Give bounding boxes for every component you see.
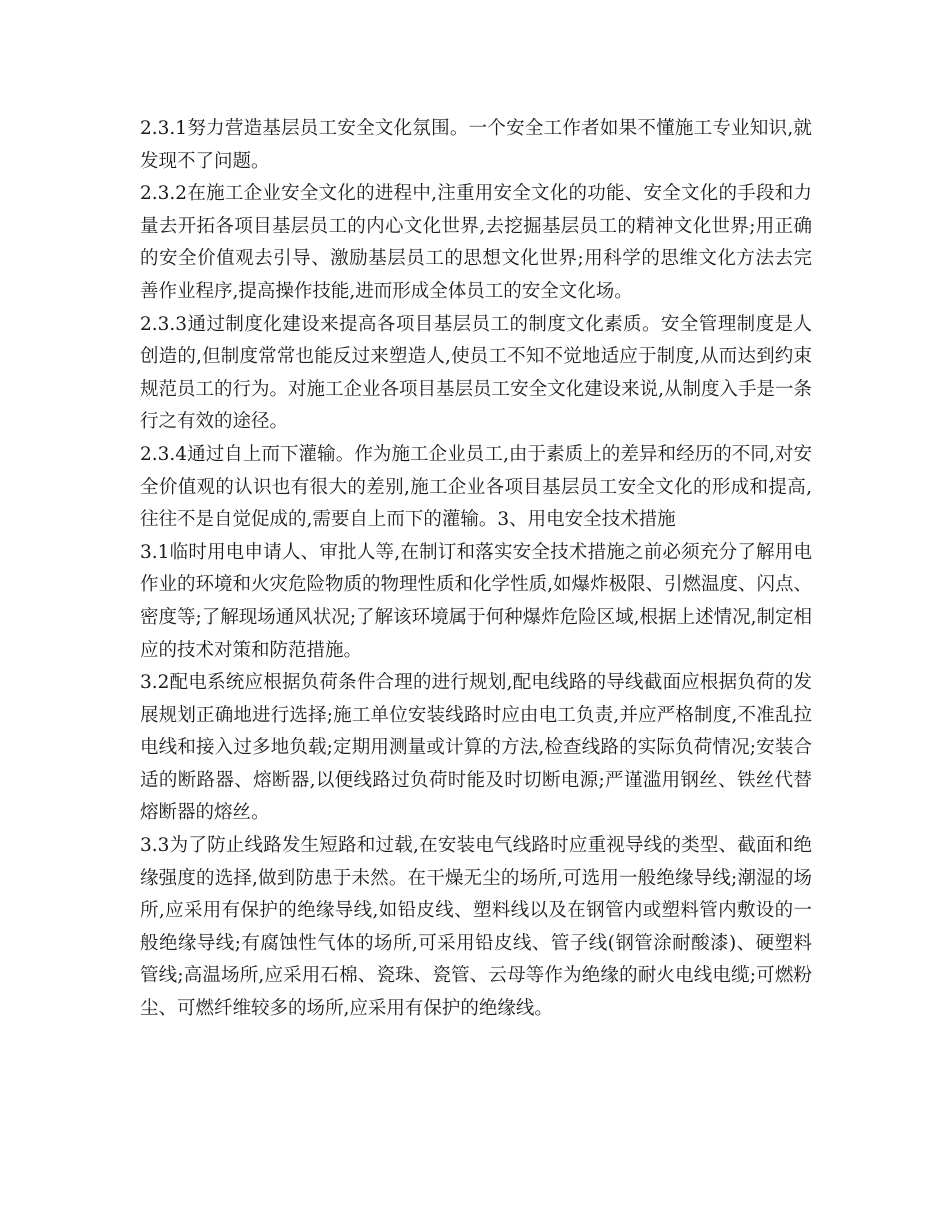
paragraph-3-2: 3.2配电系统应根据负荷条件合理的进行规划,配电线路的导线截面应根据负荷的发展规划正确地进行选择;施工单位安装线路时应由电工负责,并应严格制度,不准乱拉电线和接入过多地负载;定期用测量或计算的方法,检查线路的实际负荷情况;安装合适的断路器、熔断器,以便线路过负荷时能及时切断电源;严谨滥用钢丝、铁丝代替熔断器的熔丝。	[140, 672, 812, 824]
paragraph-2-3-3: 2.3.3通过制度化建设来提高各项目基层员工的制度文化素质。安全管理制度是人创造的,但制度常常也能反过来塑造人,使员工不知不觉地适应于制度,从而达到约束规范员工的行为。对施工企业各项目基层员工安全文化建设来说,从制度入手是一条行之有效的途径。	[140, 313, 812, 433]
paragraph-2-3-4: 2.3.4通过自上而下灌输。作为施工企业员工,由于素质上的差异和经历的不同,对安全价值观的认识也有很大的差别,施工企业各项目基层员工安全文化的形成和提高,往往不是自觉促成的,需要自上而下的灌输。3、用电安全技术措施	[140, 443, 812, 531]
paragraph-2-3-2: 2.3.2在施工企业安全文化的进程中,注重用安全文化的功能、安全文化的手段和力量去开拓各项目基层员工的内心文化世界,去挖掘基层员工的精神文化世界;用正确的安全价值观去引导、激励基层员工的思想文化世界;用科学的思维文化方法去完善作业程序,提高操作技能,进而形成全体员工的安全文化场。	[140, 183, 812, 302]
paragraph-3-3: 3.3为了防止线路发生短路和过载,在安装电气线路时应重视导线的类型、截面和绝缘强度的选择,做到防患于未然。在干燥无尘的场所,可选用一般绝缘导线;潮湿的场所,应采用有保护的绝缘导线,如铅皮线、塑料线以及在钢管内或塑料管内敷设的一般绝缘导线;有腐蚀性气体的场所,可采用铅皮线、管子线(钢管涂耐酸漆)、硬塑料管线;高温场所,应采用石棉、瓷珠、瓷管、云母等作为绝缘的耐火电线电缆;可燃粉尘、可燃纤维较多的场所,应采用有保护的绝缘线。	[140, 835, 812, 1020]
paragraph-3-1: 3.1临时用电申请人、审批人等,在制订和落实安全技术措施之前必须充分了解用电作业的环境和火灾危险物质的物理性质和化学性质,如爆炸极限、引燃温度、闪点、密度等;了解现场通风状况;了解该环境属于何种爆炸危险区域,根据上述情况,制定相应的技术对策和防范措施。	[140, 541, 812, 661]
paragraph-2-3-1: 2.3.1努力营造基层员工安全文化氛围。一个安全工作者如果不懂施工专业知识,就发现不了问题。	[140, 118, 812, 172]
document-body	[140, 113, 812, 1026]
